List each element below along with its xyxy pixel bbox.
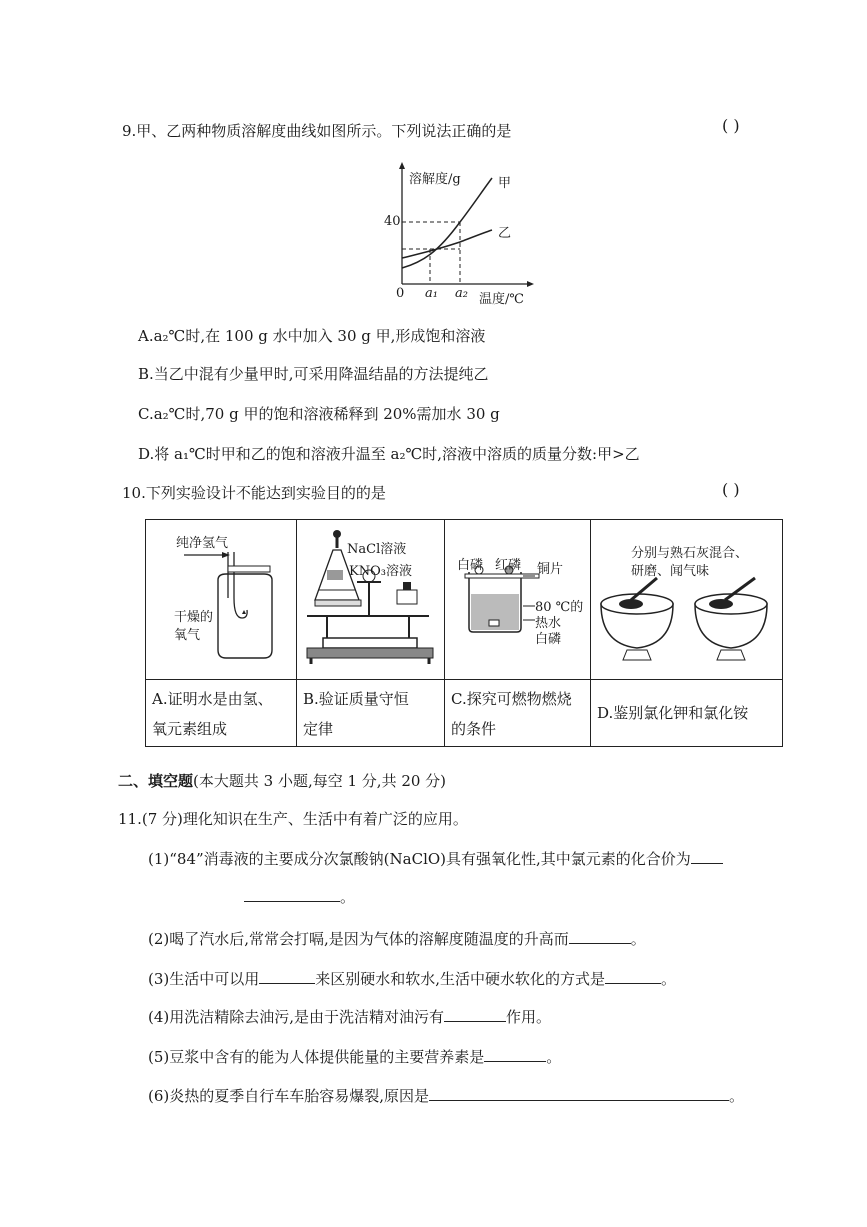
q9-stem: 9.甲、乙两种物质溶解度曲线如图所示。下列说法正确的是 <box>122 122 512 140</box>
caption-c-line1: C.探究可燃物燃烧 <box>451 690 572 708</box>
q11-part6-end: 。 <box>729 1087 745 1105</box>
answer-blank-3a[interactable] <box>259 969 315 984</box>
figure-d <box>591 520 783 680</box>
label-kno3: KNO₃溶液 <box>349 564 412 579</box>
figure-a <box>146 520 297 680</box>
q11-stem: 11.(7 分)理化知识在生产、生活中有着广泛的应用。 <box>118 810 468 828</box>
figure-c <box>445 520 591 680</box>
caption-a-line2: 氧元素组成 <box>152 720 228 738</box>
section-title: 二、填空题 <box>118 772 194 790</box>
q9-option-b: B.当乙中混有少量甲时,可采用降温结晶的方法提纯乙 <box>138 365 489 383</box>
caption-d-line1: D.鉴别氯化钾和氯化铵 <box>597 704 749 722</box>
q11-part5-end: 。 <box>546 1048 562 1066</box>
q9-option-a: A.a₂℃时,在 100 g 水中加入 30 g 甲,形成饱和溶液 <box>138 327 486 345</box>
caption-a-line1: A.证明水是由氢、 <box>152 690 273 708</box>
q11-part2 <box>148 928 646 949</box>
caption-c-line2: 的条件 <box>451 720 497 738</box>
q11-part1 <box>148 848 723 869</box>
q11-part2-text: (2)喝了汽水后,常常会打嗝,是因为气体的溶解度随温度的升高而 <box>148 930 569 948</box>
x-tick-a1: a₁ <box>425 286 438 301</box>
caption-b-line2: 定律 <box>303 720 334 738</box>
caption-d <box>591 680 783 747</box>
series-jia-label: 甲 <box>498 176 512 191</box>
q11-part3-text-a: (3)生活中可以用 <box>148 970 260 988</box>
label-mix-lime: 分别与熟石灰混合、 <box>631 546 749 561</box>
q11-part5-text: (5)豆浆中含有的能为人体提供能量的主要营养素是 <box>148 1048 485 1066</box>
caption-b <box>297 680 445 747</box>
q11-part3-text-b: 来区别硬水和软水,生活中硬水软化的方式是 <box>315 970 606 988</box>
caption-a <box>146 680 297 747</box>
section-note: (本大题共 3 小题,每空 1 分,共 20 分) <box>193 772 447 790</box>
label-red-phosphorus: 红磷 <box>495 558 522 573</box>
q11-part3-end: 。 <box>661 970 677 988</box>
solubility-chart <box>378 160 538 305</box>
answer-blank-1a[interactable] <box>691 849 723 864</box>
chart-ylabel: 溶解度/g <box>409 172 461 187</box>
q11-part1-text: (1)“84”消毒液的主要成分次氯酸钠(NaClO)具有强氧化性,其中氯元素的化合价为 <box>148 850 691 868</box>
series-yi-label: 乙 <box>498 226 512 241</box>
figure-b <box>297 520 445 680</box>
label-hot-water: 热水 <box>535 616 562 631</box>
answer-blank-4[interactable] <box>444 1007 506 1022</box>
q11-part3 <box>148 968 676 989</box>
q11-part4 <box>148 1006 551 1027</box>
q9-option-c: C.a₂℃时,70 g 甲的饱和溶液稀释到 20%需加水 30 g <box>138 405 500 423</box>
label-copper-sheet: 铜片 <box>537 562 564 577</box>
label-nacl: NaCl溶液 <box>347 542 407 557</box>
caption-c <box>445 680 591 747</box>
q11-part5 <box>148 1046 561 1067</box>
label-pure-hydrogen: 纯净氢气 <box>176 536 229 551</box>
q11-part6-text: (6)炎热的夏季自行车车胎容易爆裂,原因是 <box>148 1087 430 1105</box>
q11-part6 <box>148 1085 744 1106</box>
q11-part4-text-b: 作用。 <box>506 1008 552 1026</box>
x-tick-a2: a₂ <box>455 286 468 301</box>
label-80c: 80 ℃的 <box>535 600 584 615</box>
label-grind-smell: 研磨、闻气味 <box>631 564 710 579</box>
origin-label: 0 <box>396 286 405 301</box>
answer-blank-3b[interactable] <box>605 969 661 984</box>
q9-answer-paren: ( ) <box>722 116 740 135</box>
label-oxygen: 氧气 <box>174 628 201 643</box>
q11-part1-end: 。 <box>340 888 356 906</box>
y-tick-40: 40 <box>384 214 401 229</box>
label-white-phosphorus: 白磷 <box>457 558 484 573</box>
y-axis-arrow <box>399 162 405 169</box>
chart-xlabel: 温度/℃ <box>479 292 524 307</box>
q10-answer-paren: ( ) <box>722 480 740 499</box>
answer-blank-6[interactable] <box>429 1086 729 1101</box>
answer-blank-1b[interactable] <box>244 887 340 902</box>
curve-yi <box>402 230 492 258</box>
section-heading <box>118 770 446 791</box>
q11-part4-text-a: (4)用洗洁精除去油污,是由于洗洁精对油污有 <box>148 1008 445 1026</box>
q10-stem: 10.下列实验设计不能达到实验目的的是 <box>122 484 386 502</box>
experiment-table <box>145 519 783 747</box>
answer-blank-2[interactable] <box>569 929 631 944</box>
label-dry: 干燥的 <box>174 610 214 625</box>
q11-part1-cont <box>244 886 355 907</box>
q9-option-d: D.将 a₁℃时甲和乙的饱和溶液升温至 a₂℃时,溶液中溶质的质量分数:甲>乙 <box>138 445 640 463</box>
label-white-phosphorus-2: 白磷 <box>535 632 562 647</box>
x-axis-arrow <box>527 281 534 287</box>
answer-blank-5[interactable] <box>484 1047 546 1062</box>
q11-part2-end: 。 <box>630 930 646 948</box>
caption-b-line1: B.验证质量守恒 <box>303 690 409 708</box>
